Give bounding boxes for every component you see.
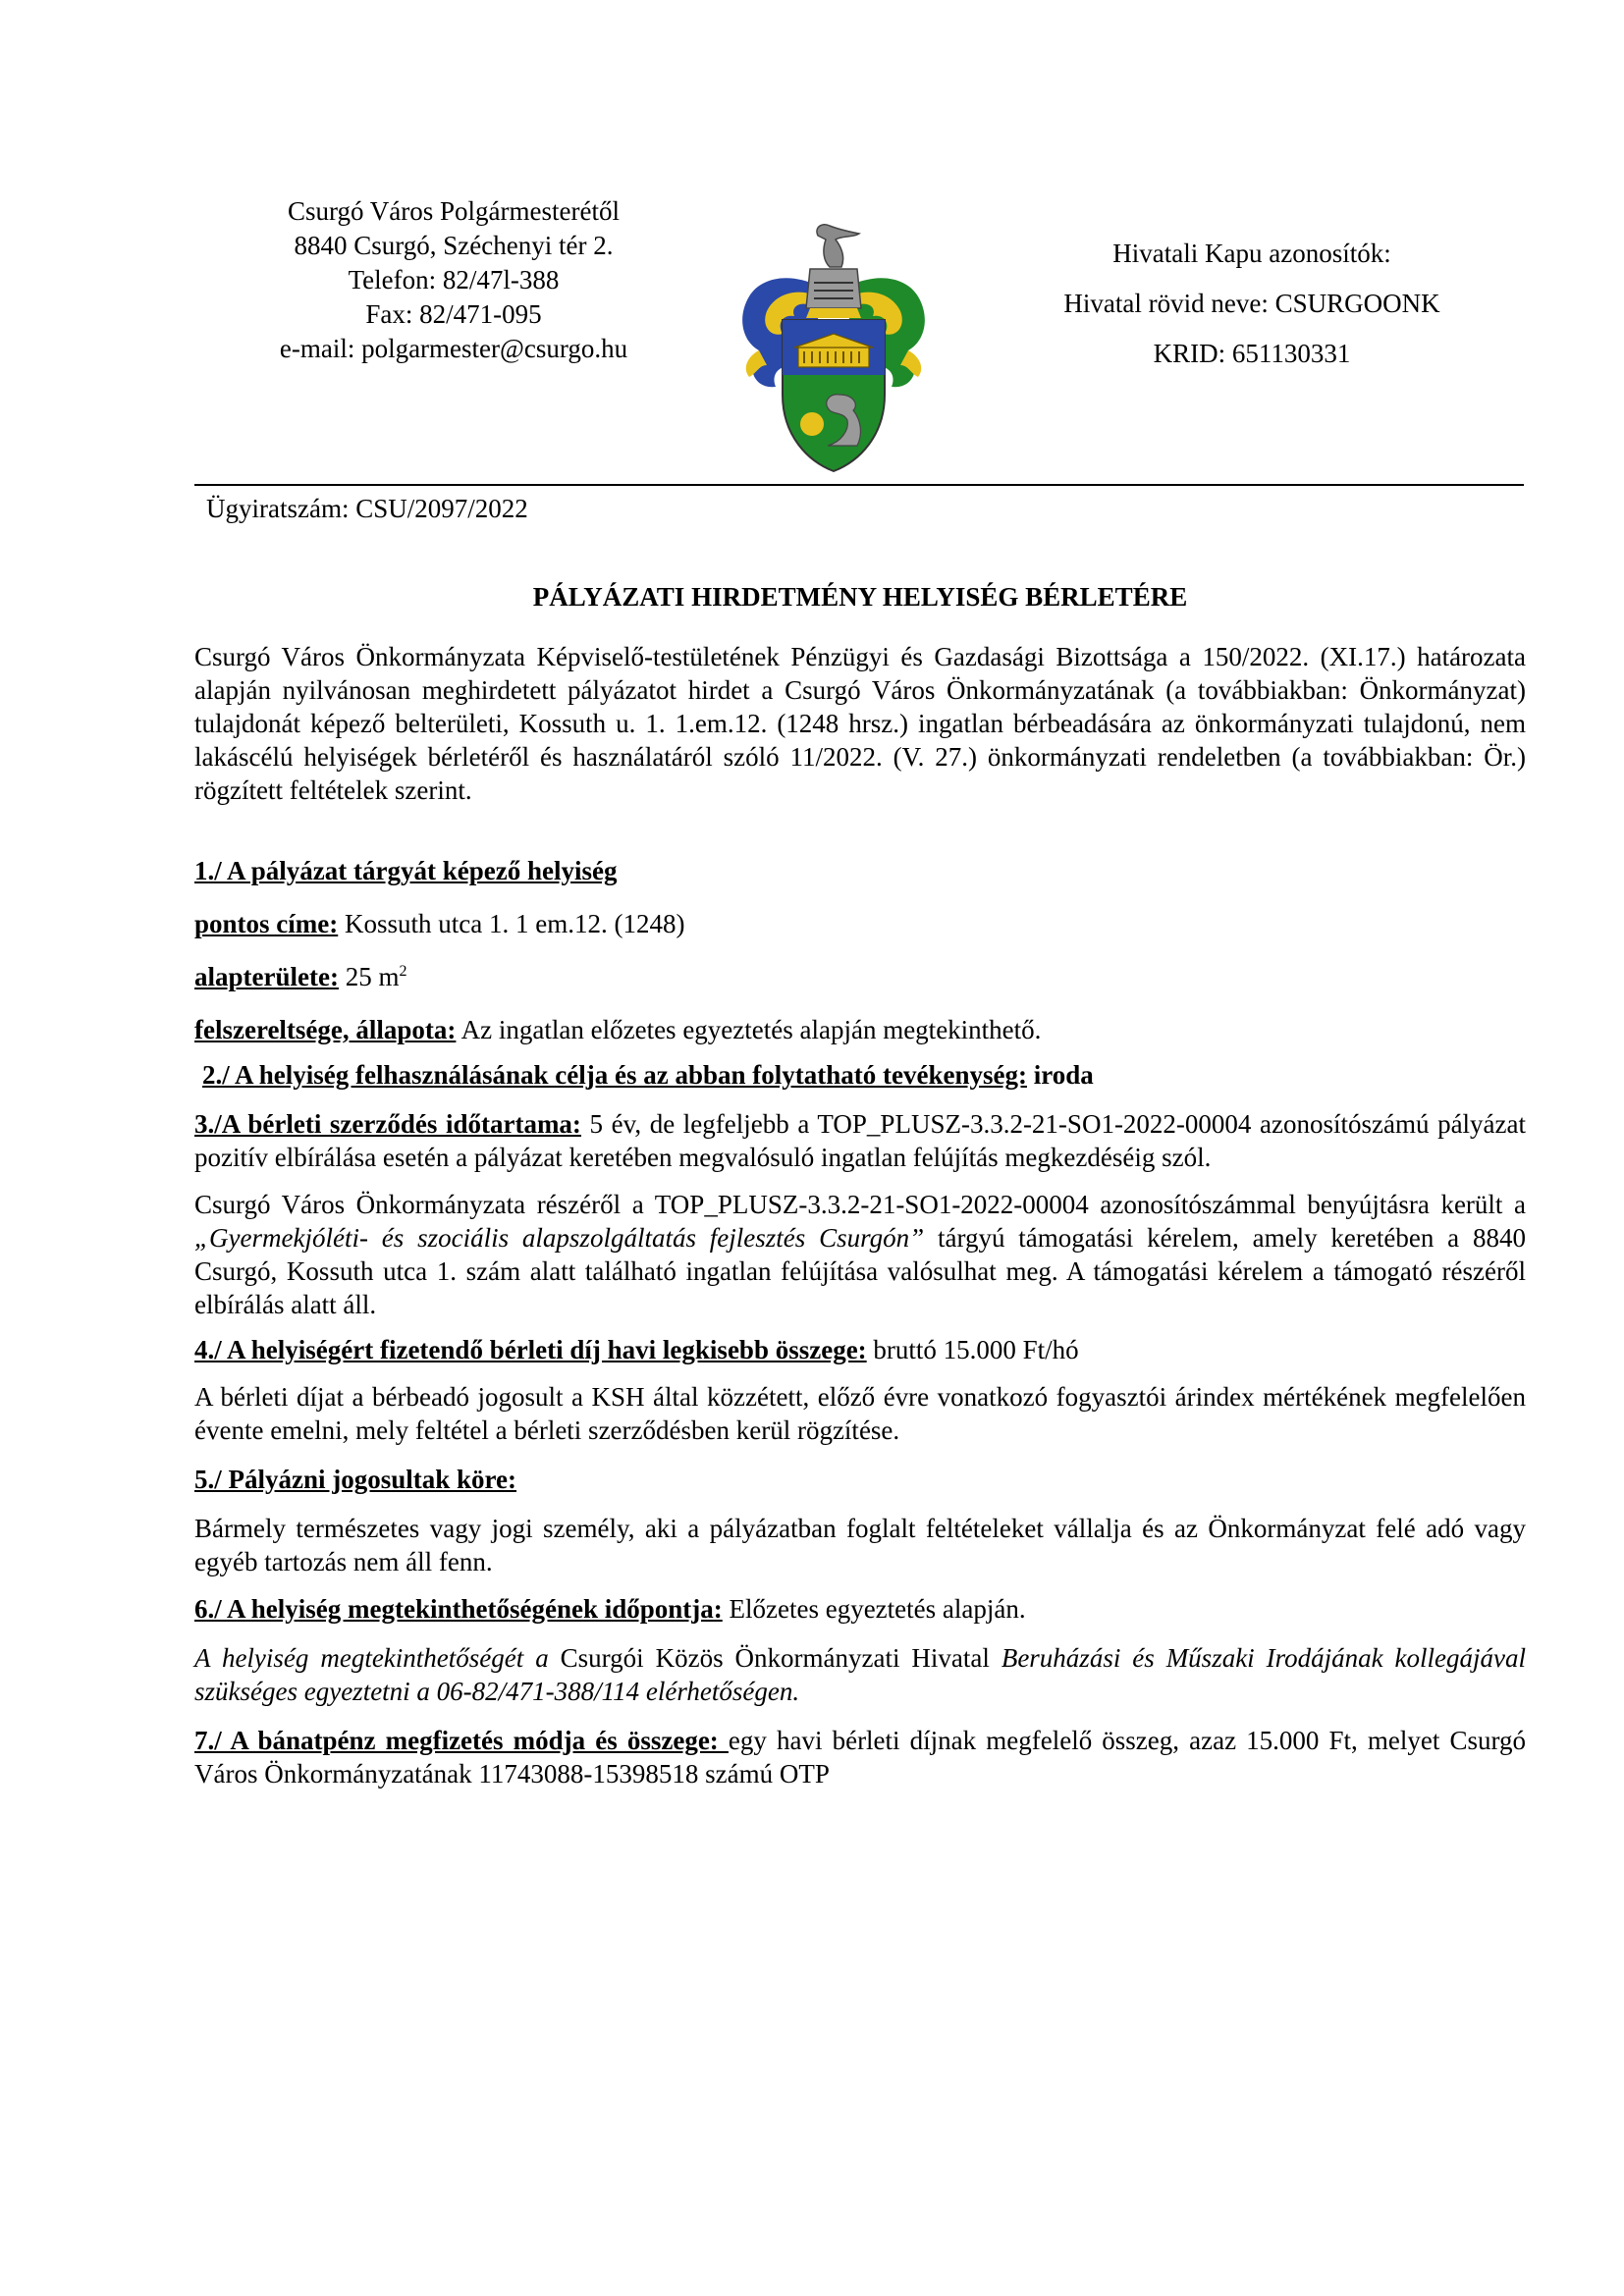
section-5-paragraph: Bármely természetes vagy jogi személy, aki a pályázatban foglalt feltételeket vállalja és az Önkormányzat felé adó vagy egyéb tartozás nem áll fenn. — [194, 1514, 1526, 1576]
section-1-equipment: felszereltsége, állapota: Az ingatlan előzetes egyeztetés alapján megtekinthető. — [194, 1015, 1042, 1044]
sender-phone: Telefon: 82/47l-388 — [348, 265, 560, 294]
section-3-paragraph: Csurgó Város Önkormányzata részéről a TOP_PLUSZ-3.3.2-21-SO1-2022-00004 azonosítószámmal benyújtásra került a „Gyermekjóléti- és szociális alapszolgáltatás fejlesztés Csurgón” tárgyú támogatási kérelem, amely keretében a 8840 Csurgó, Kossuth utca 1. szám alatt található ingatlan felújítása valósulhat meg. A támogatási kérelem a támogató részéről elbírálás alatt áll. — [194, 1190, 1526, 1319]
document-body — [194, 640, 1526, 1790]
sender-street: 8840 Csurgó, Széchenyi tér 2. — [294, 231, 614, 260]
section-1-heading: 1./ A pályázat tárgyát képező helyiség — [194, 856, 618, 885]
intro-paragraph: Csurgó Város Önkormányzata Képviselő-testületének Pénzügyi és Gazdasági Bizottsága a 150/2022. (XI.17.) határozata alapján nyilvánosan meghirdetett pályázatot hirdet a Csurgó Város Önkormányzatának (a továbbiakban: Önkormányzat) tulajdonát képező belterületi, Kossuth u. 1. 1.em.12. (1248 hrsz.) ingatlan bérbeadására az önkormányzati tulajdonú, nem lakáscélú helyiségek bérletéről és használatáról szóló 11/2022. (V. 27.) önkormányzati rendeletben (a továbbiakban: Ör.) rögzített feltételek szerint. — [194, 642, 1526, 805]
sender-address-block — [257, 194, 650, 366]
section-5-heading: 5./ Pályázni jogosultak köre: — [194, 1465, 517, 1494]
coat-of-arms-icon — [731, 218, 936, 475]
section-7: 7./ A bánatpénz megfizetés módja és összege: egy havi bérleti díjnak megfelelő összeg, azaz 15.000 Ft, melyet Csurgó Város Önkormányzatának 11743088-15398518 számú OTP — [194, 1726, 1526, 1789]
gateway-short-name: Hivatal rövid neve: CSURGOONK — [1063, 289, 1440, 318]
section-6: 6./ A helyiség megtekinthetőségének időpontja: Előzetes egyeztetés alapján. — [194, 1594, 1026, 1624]
section-3: 3./A bérleti szerződés időtartama: 5 év, de legfeljebb a TOP_PLUSZ-3.3.2-21-SO1-2022-00004 azonosítószámú pályázat pozitív elbírálása esetén a pályázat keretében megvalósuló ingatlan felújítás megkezdéséig szól. — [194, 1109, 1527, 1172]
section-1-area: alapterülete: 25 $m^2$ — [194, 962, 407, 991]
section-4: 4./ A helyiségért fizetendő bérleti díj havi legkisebb összege: bruttó 15.000 Ft/hó — [194, 1335, 1079, 1364]
sender-fax: Fax: 82/471-095 — [365, 299, 542, 329]
sender-name: Csurgó Város Polgármesterétől — [288, 196, 620, 226]
header-divider — [194, 484, 1524, 486]
section-2: 2./ A helyiség felhasználásának célja és az abban folytatható tevékenység: iroda — [202, 1060, 1094, 1090]
gateway-title: Hivatali Kapu azonosítók: — [1112, 239, 1391, 268]
gov-gateway-block — [1031, 229, 1473, 379]
section-6-paragraph: A helyiség megtekinthetőségét a Csurgói Közös Önkormányzati Hivatal Beruházási és Műszaki Irodájának kollegájával szükséges egyeztetni a 06-82/471-388/114 elérhetőségen. — [194, 1643, 1526, 1706]
section-1-address: pontos címe: Kossuth utca 1. 1 em.12. (1248) — [194, 909, 685, 938]
sender-email: e-mail: polgarmester@csurgo.hu — [279, 334, 628, 363]
section-4-paragraph: A bérleti díjat a bérbeadó jogosult a KSH által közzétett, előző évre vonatkozó fogyasztói árindex mértékének megfelelően évente emelni, mely feltétel a bérleti szerződésben kerül rögzítése. — [194, 1382, 1526, 1445]
gateway-krid: KRID: 651130331 — [1153, 339, 1351, 368]
document-title: PÁLYÁZATI HIRDETMÉNY HELYISÉG BÉRLETÉRE — [532, 582, 1188, 612]
file-number: Ügyiratszám: CSU/2097/2022 — [206, 494, 528, 523]
